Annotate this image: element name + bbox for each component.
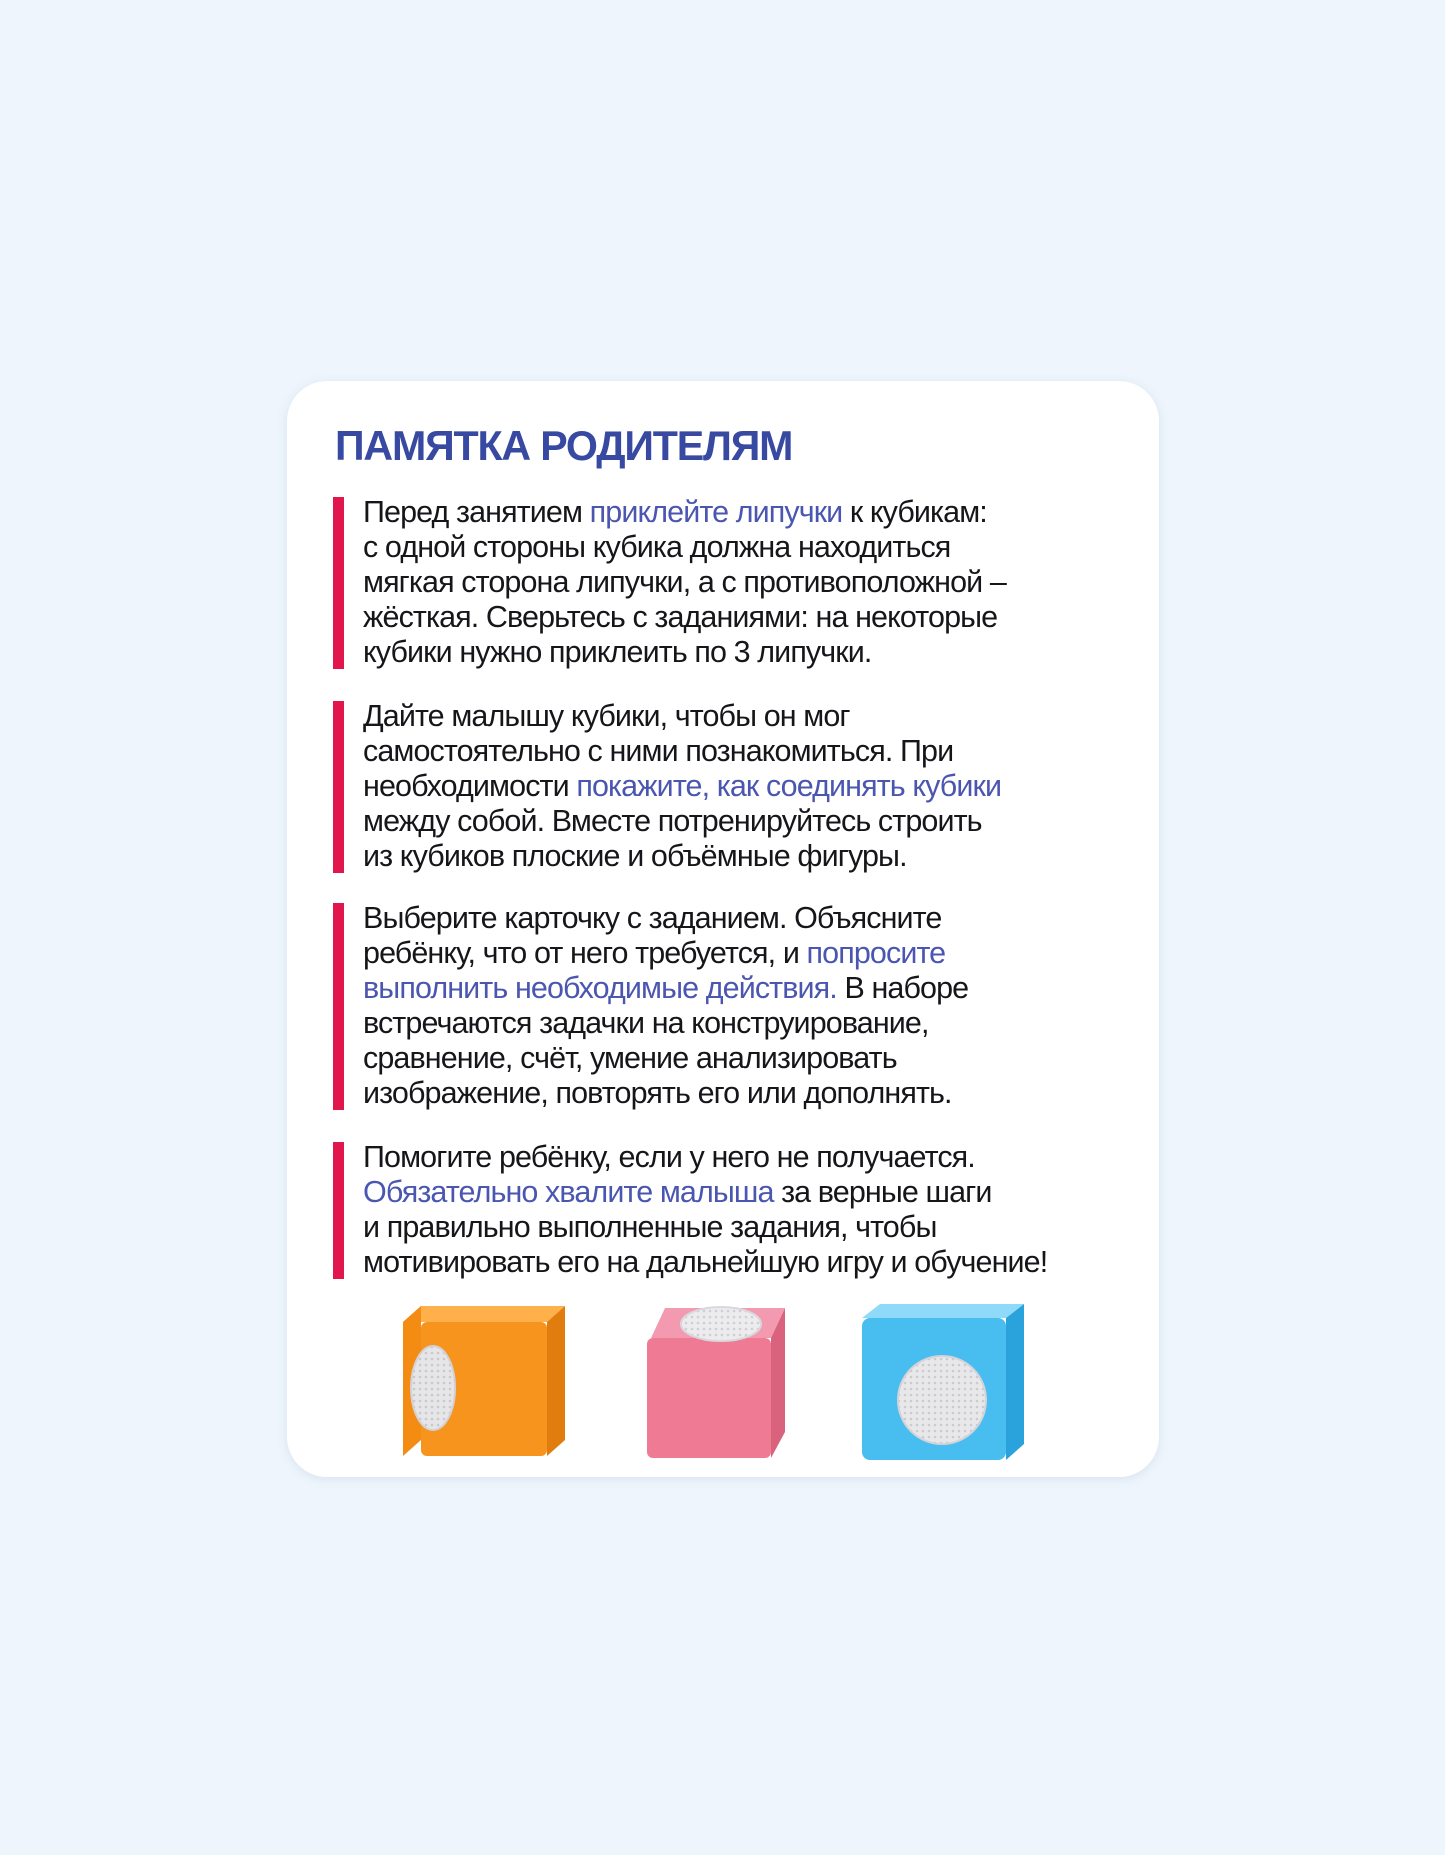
body-text: В наборе <box>836 971 969 1005</box>
paragraph-text <box>363 1140 1153 1280</box>
highlight-text: Обязательно хвалите малыша <box>363 1175 774 1209</box>
paragraph-line <box>363 971 1153 1006</box>
paragraph-line <box>363 530 1153 565</box>
body-text: необходимости <box>363 769 577 803</box>
paragraph-line <box>363 1041 1153 1076</box>
body-text: жёсткая. Сверьтесь с заданиями: на некоторые <box>363 600 998 634</box>
accent-bar <box>333 1142 344 1279</box>
body-text: Перед занятием <box>363 495 590 529</box>
paragraph-line <box>363 1076 1153 1111</box>
memo-card <box>287 381 1159 1477</box>
paragraph-line <box>363 936 1153 971</box>
body-text: Выберите карточку с заданием. Объясните <box>363 901 942 935</box>
paragraph-line <box>363 565 1153 600</box>
paragraph-line <box>363 804 1153 839</box>
paragraph-1 <box>333 495 1133 671</box>
paragraph-line <box>363 495 1153 530</box>
body-text: мягкая сторона липучки, а с противоположной – <box>363 565 1006 599</box>
paragraph-line <box>363 1140 1153 1175</box>
body-text: встречаются задачки на конструирование, <box>363 1006 929 1040</box>
paragraph-3 <box>333 901 1133 1112</box>
body-text: сравнение, счёт, умение анализировать <box>363 1041 897 1075</box>
pink-cube <box>629 1302 809 1462</box>
paragraph-line <box>363 1245 1153 1280</box>
highlight-text: покажите, как соединять кубики <box>576 769 1002 803</box>
body-text: из кубиков плоские и объёмные фигуры. <box>363 839 907 873</box>
body-text: между собой. Вместе потренируйтесь строить <box>363 804 982 838</box>
body-text: изображение, повторять его или дополнять. <box>363 1076 952 1110</box>
body-text: самостоятельно с ними познакомиться. При <box>363 734 954 768</box>
paragraph-line <box>363 1006 1153 1041</box>
accent-bar <box>333 701 344 873</box>
body-text: за верные шаги <box>773 1175 992 1209</box>
paragraph-line <box>363 901 1153 936</box>
paragraph-4 <box>333 1140 1133 1281</box>
cubes-illustration <box>399 1302 1039 1462</box>
highlight-text: попросите <box>806 936 946 970</box>
paragraph-line <box>363 1175 1153 1210</box>
blue-cube <box>854 1302 1039 1462</box>
body-text: Помогите ребёнку, если у него не получается. <box>363 1140 975 1174</box>
orange-cube <box>399 1302 579 1462</box>
accent-bar <box>333 497 344 669</box>
paragraph-line <box>363 1210 1153 1245</box>
paragraph-line <box>363 839 1153 874</box>
paragraph-2 <box>333 699 1133 875</box>
paragraph-text <box>363 901 1153 1111</box>
body-text: Дайте малышу кубики, чтобы он мог <box>363 699 850 733</box>
paragraph-line <box>363 635 1153 670</box>
body-text: кубики нужно приклеить по 3 липучки. <box>363 635 872 669</box>
paragraph-line <box>363 699 1153 734</box>
body-text: с одной стороны кубика должна находиться <box>363 530 951 564</box>
memo-title: ПАМЯТКА РОДИТЕЛЯМ <box>335 422 793 469</box>
body-text: мотивировать его на дальнейшую игру и обучение! <box>363 1245 1048 1279</box>
body-text: и правильно выполненные задания, чтобы <box>363 1210 937 1244</box>
highlight-text: выполнить необходимые действия. <box>363 971 837 1005</box>
paragraph-text <box>363 495 1153 670</box>
body-text: к кубикам: <box>842 495 987 529</box>
paragraph-line <box>363 600 1153 635</box>
highlight-text: приклейте липучки <box>589 495 843 529</box>
paragraph-line <box>363 769 1153 804</box>
body-text: ребёнку, что от него требуется, и <box>363 936 807 970</box>
accent-bar <box>333 903 344 1110</box>
paragraph-line <box>363 734 1153 769</box>
paragraph-text <box>363 699 1153 874</box>
